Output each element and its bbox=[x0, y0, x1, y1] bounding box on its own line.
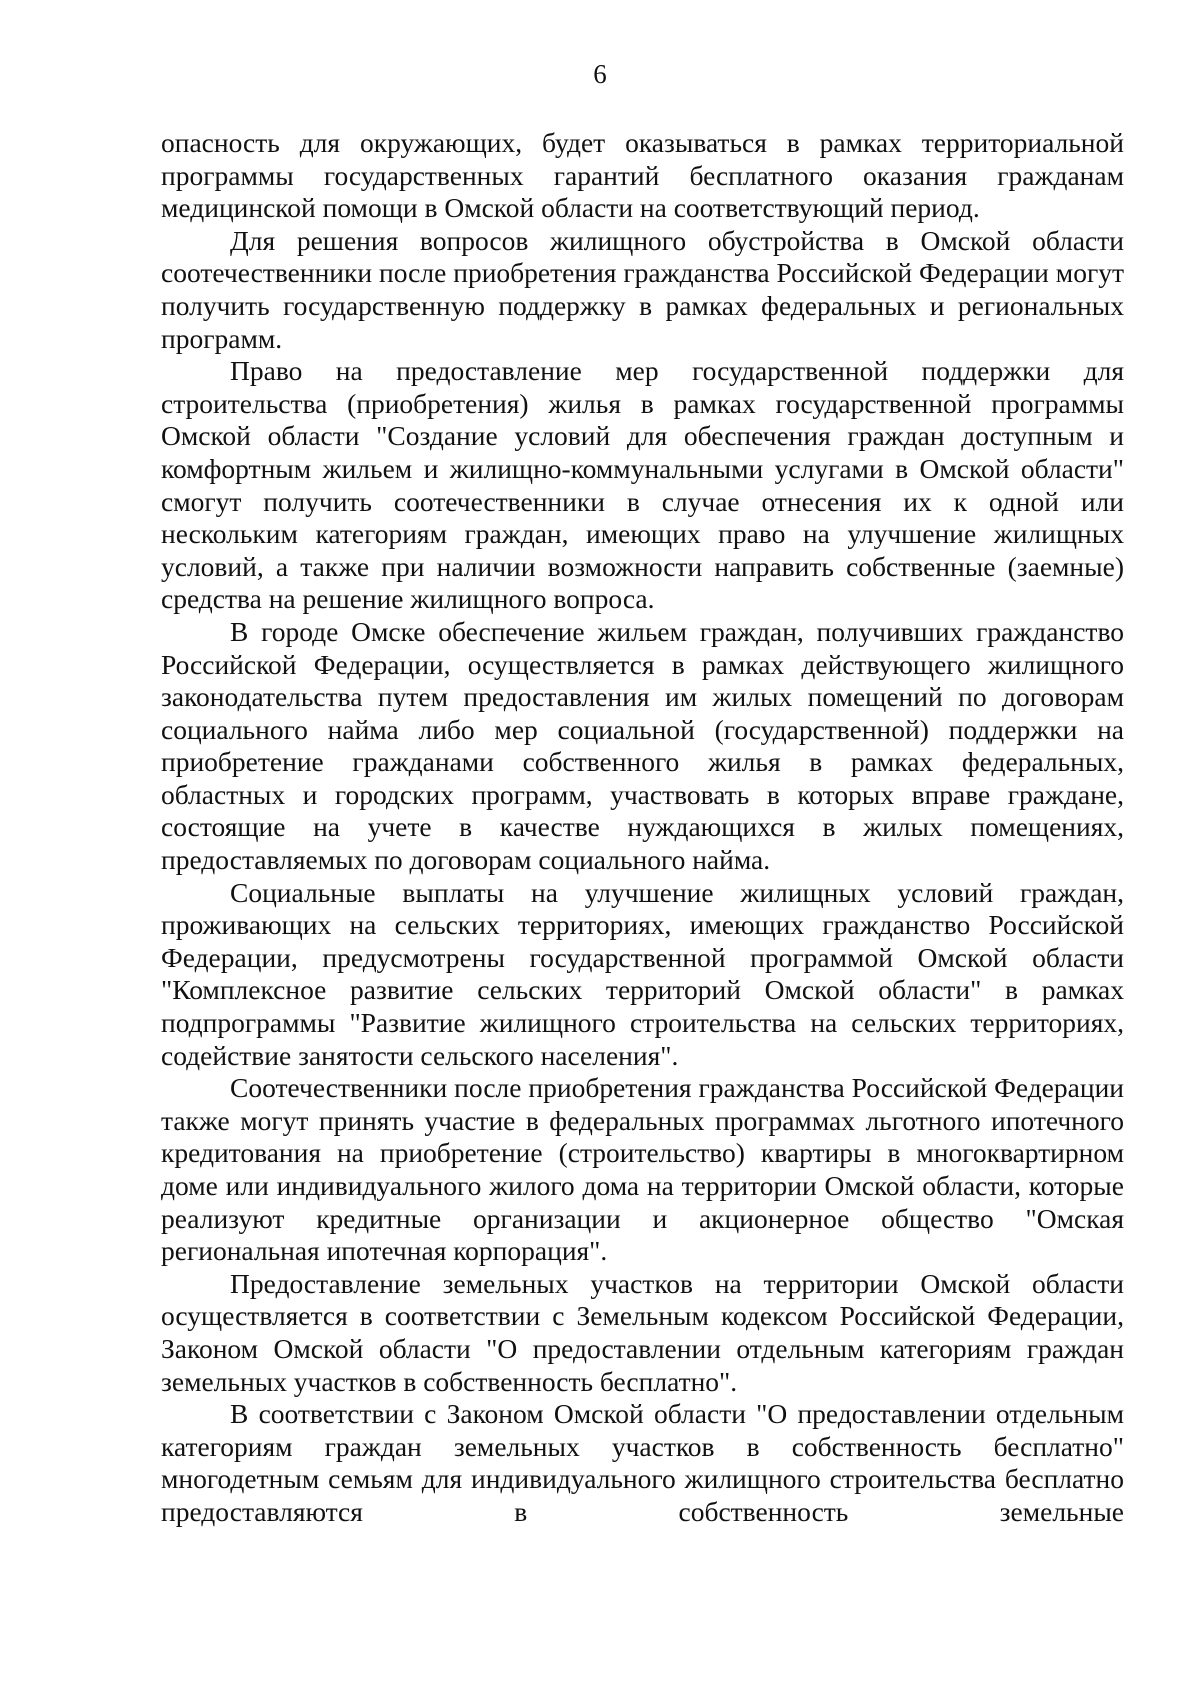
page-number: 6 bbox=[593, 59, 607, 89]
paragraph-housing-program-eligibility: Право на предоставление мер государственной поддержки для строительства (приобретения) жилья в рамках государственной программы Омской области "Создание условий для обеспечения граждан доступным и комфортным жильем и жилищно-коммунальными услугами в Омской области" смогут получить соотечественники в случае отнесения их к одной или нескольким категориям граждан, имеющих право на улучшение жилищных условий, а также при наличии возможности направить собственные (заемные) средства на решение жилищного вопроса. bbox=[161, 355, 1124, 615]
document-body bbox=[161, 127, 1124, 1529]
paragraph-rural-social-payments: Социальные выплаты на улучшение жилищных условий граждан, проживающих на сельских территориях, имеющих гражданство Российской Федерации, предусмотрены государственной программой Омской области "Комплексное развитие сельских территорий Омской области" в рамках подпрограммы "Развитие жилищного строительства на сельских территориях, содействие занятости сельского населения". bbox=[161, 876, 1124, 1071]
paragraph-large-families-land: В соответствии с Законом Омской области "О предоставлении отдельным категориям граждан земельных участков в собственность бесплатно" многодетным семьям для индивидуального жилищного строительства бесплатно предоставляются в собственность земельные bbox=[161, 1398, 1124, 1527]
paragraph-medical-care-continuation: опасность для окружающих, будет оказываться в рамках территориальной программы государственных гарантий бесплатного оказания гражданам медицинской помощи в Омской области на соответствующий период. bbox=[161, 127, 1124, 224]
paragraph-omsk-city-housing: В городе Омске обеспечение жильем граждан, получивших гражданство Российской Федерации, осуществляется в рамках действующего жилищного законодательства путем предоставления им жилых помещений по договорам социального найма либо мер социальной (государственной) поддержки на приобретение гражданами собственного жилья в рамках федеральных, областных и городских программ, участвовать в которых вправе граждане, состоящие на учете в качестве нуждающихся в жилых помещениях, предоставляемых по договорам социального найма. bbox=[161, 615, 1124, 876]
paragraph-mortgage-programs: Соотечественники после приобретения гражданства Российской Федерации также могут принять участие в федеральных программах льготного ипотечного кредитования на приобретение (строительство) квартиры в многоквартирном доме или индивидуального жилого дома на территории Омской области, которые реализуют кредитные организации и акционерное общество "Омская региональная ипотечная корпорация". bbox=[161, 1072, 1124, 1267]
paragraph-housing-support: Для решения вопросов жилищного обустройства в Омской области соотечественники после приобретения гражданства Российской Федерации могут получить государственную поддержку в рамках федеральных и региональных программ. bbox=[161, 224, 1124, 354]
paragraph-land-plots: Предоставление земельных участков на территории Омской области осуществляется в соответствии с Земельным кодексом Российской Федерации, Законом Омской области "О предоставлении отдельным категориям граждан земельных участков в собственность бесплатно". bbox=[161, 1267, 1124, 1397]
